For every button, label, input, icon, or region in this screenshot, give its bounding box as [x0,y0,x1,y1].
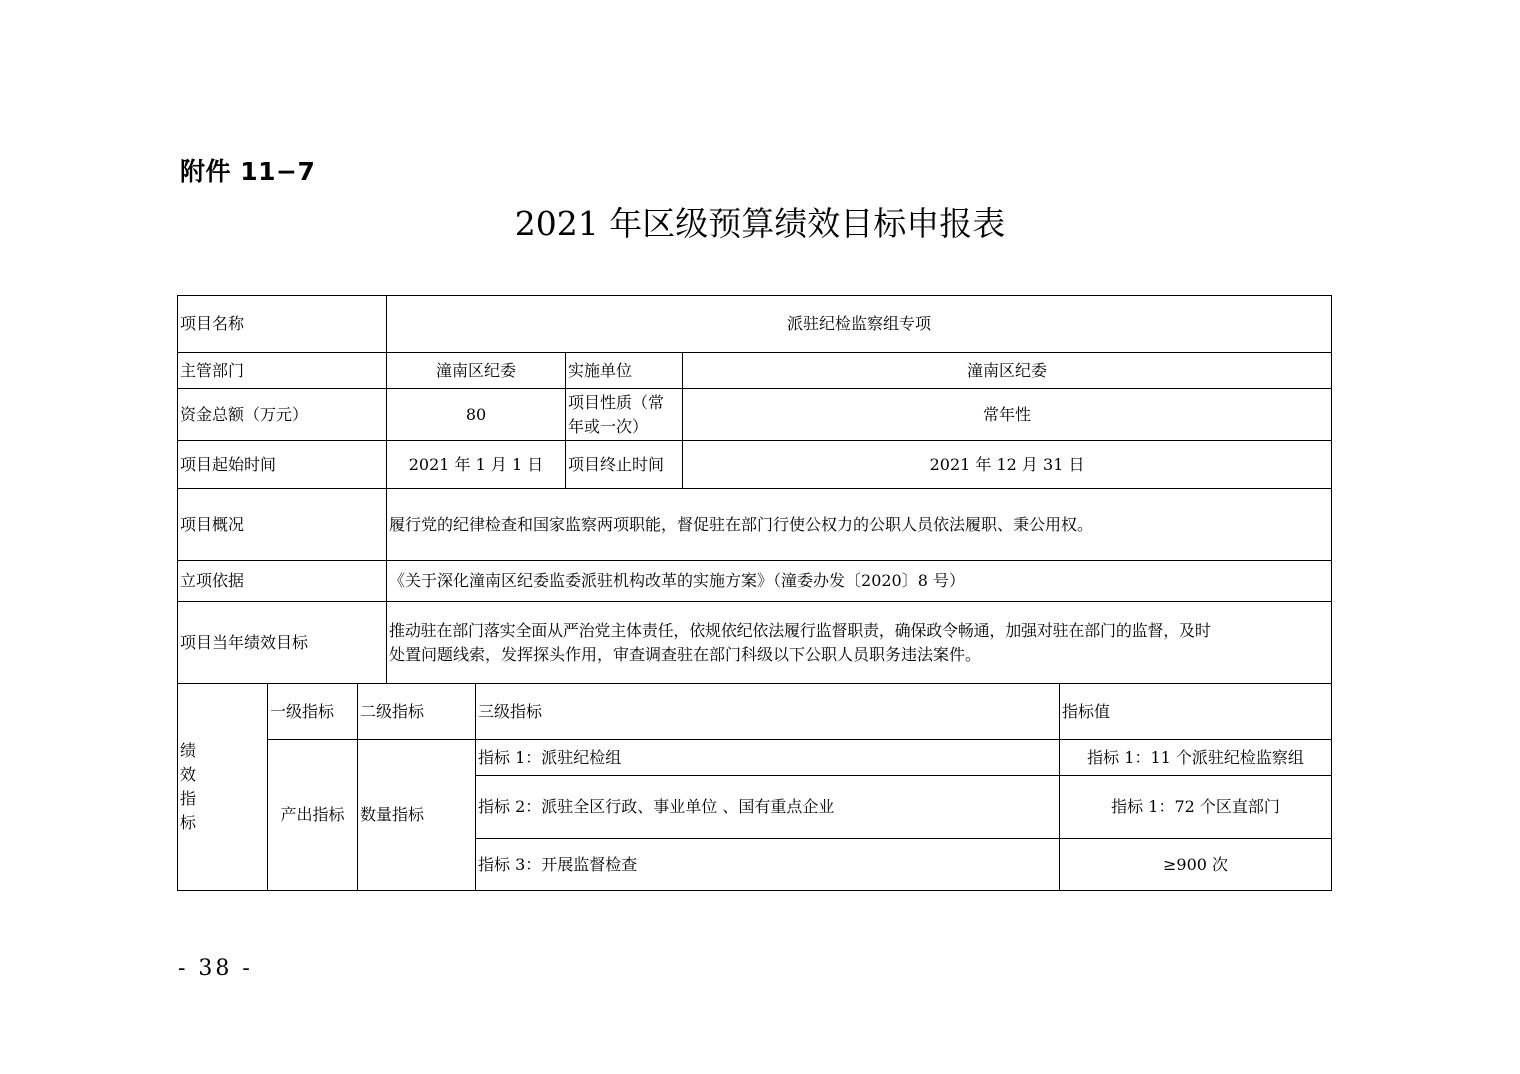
indicator-value: 指标 1：11 个派驻纪检监察组 [1060,740,1332,776]
col-level2-header: 二级指标 [358,684,476,740]
indicator-value: 指标 1：72 个区直部门 [1060,776,1332,839]
row-project-name [178,296,1332,353]
row-basis [178,561,1332,602]
overview-label: 项目概况 [178,489,387,561]
row-dates [178,441,1332,489]
project-name-label: 项目名称 [178,296,387,353]
row-goal [178,602,1332,684]
fund-value: 80 [387,389,566,441]
col-value-header: 指标值 [1060,684,1332,740]
dept-label: 主管部门 [178,353,387,389]
attachment-label: 附件 11−7 [180,157,316,186]
row-fund [178,389,1332,441]
col-level1-header: 一级指标 [268,684,358,740]
start-label: 项目起始时间 [178,441,387,489]
indicator-char-4: 标 [180,813,197,832]
nature-label-line2: 年或一次） [568,416,649,436]
indicator-row [178,740,1332,776]
nature-label-line1: 项目性质（常 [568,392,665,412]
goal-label: 项目当年绩效目标 [178,602,387,684]
end-value: 2021 年 12 月 31 日 [683,441,1332,489]
nature-label [566,389,683,441]
project-name-value: 派驻纪检监察组专项 [387,296,1332,353]
basis-value: 《关于深化潼南区纪委监委派驻机构改革的实施方案》（潼委办发〔2020〕8 号） [387,561,1332,602]
dept-value: 潼南区纪委 [387,353,566,389]
page-number: - 38 - [178,956,253,981]
indicator-name: 指标 1：派驻纪检组 [476,740,1060,776]
goal-value [387,602,1332,684]
impl-unit-label: 实施单位 [566,353,683,389]
goal-value-line1: 推动驻在部门落实全面从严治党主体责任，依规依纪依法履行监督职责，确保政令畅通，加强对驻在部门的监督，及时 [389,620,1211,640]
overview-value: 履行党的纪律检查和国家监察两项职能，督促驻在部门行使公权力的公职人员依法履职、秉公用权。 [387,489,1332,561]
goal-value-line2: 处置问题线索，发挥探头作用，审查调查驻在部门科级以下公职人员职务违法案件。 [389,644,982,664]
indicator-value: ≥900 次 [1060,839,1332,891]
indicator-section-label [178,684,268,891]
level2-value: 数量指标 [358,740,476,891]
fund-label: 资金总额（万元） [178,389,387,441]
indicator-name: 指标 2：派驻全区行政、事业单位 、国有重点企业 [476,776,1060,839]
nature-value: 常年性 [683,389,1332,441]
level1-value: 产出指标 [268,740,358,891]
start-value: 2021 年 1 月 1 日 [387,441,566,489]
budget-performance-table [177,295,1332,891]
row-indicator-header [178,684,1332,740]
col-level3-header: 三级指标 [476,684,1060,740]
indicator-name: 指标 3：开展监督检查 [476,839,1060,891]
impl-unit-value: 潼南区纪委 [683,353,1332,389]
end-label: 项目终止时间 [566,441,683,489]
row-overview [178,489,1332,561]
indicator-char-3: 指 [180,789,197,808]
indicator-char-1: 绩 [180,741,197,760]
row-department [178,353,1332,389]
indicator-char-2: 效 [180,765,197,784]
basis-label: 立项依据 [178,561,387,602]
page-title: 2021 年区级预算绩效目标申报表 [514,204,1006,243]
